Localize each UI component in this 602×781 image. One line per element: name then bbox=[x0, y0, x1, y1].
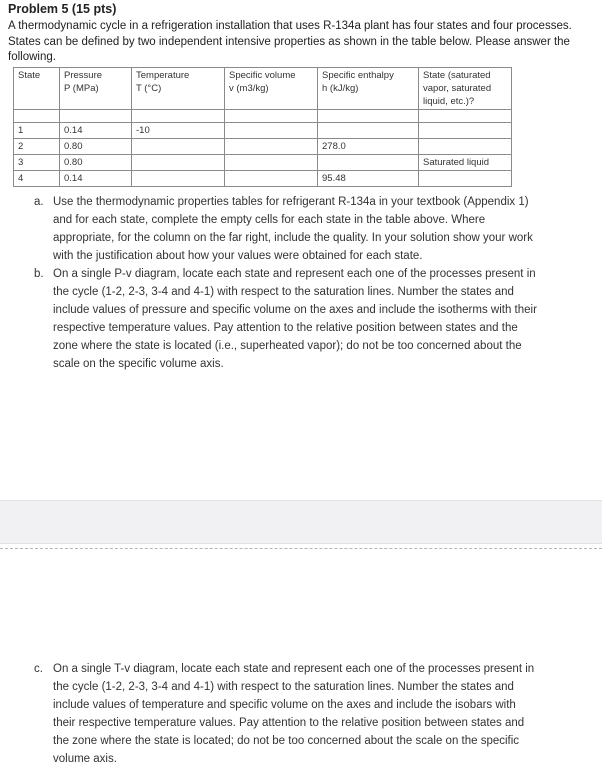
table-cell[interactable]: 0.14 bbox=[60, 123, 132, 139]
table-cell[interactable] bbox=[419, 139, 512, 155]
question-marker: c. bbox=[34, 663, 43, 675]
table-cell[interactable] bbox=[225, 123, 318, 139]
table-cell[interactable] bbox=[318, 123, 419, 139]
page-gap bbox=[0, 500, 602, 544]
table-cell[interactable]: 3 bbox=[14, 155, 60, 171]
table-cell[interactable]: 0.80 bbox=[60, 139, 132, 155]
table-cell[interactable]: Saturated liquid bbox=[419, 155, 512, 171]
table-header-row bbox=[14, 68, 512, 110]
table-cell[interactable] bbox=[419, 123, 512, 139]
page-break-divider bbox=[0, 548, 602, 549]
table-spacer-row bbox=[14, 110, 512, 123]
table-cell[interactable] bbox=[419, 171, 512, 187]
table-row bbox=[14, 123, 512, 139]
table-cell[interactable]: 0.80 bbox=[60, 155, 132, 171]
table-cell[interactable]: 4 bbox=[14, 171, 60, 187]
question-text: On a single P-v diagram, locate each state and represent each one of the processes present in the cycle (1-2, 2-3, 3-4 and 4-1) with respect to the saturation lines. Number the states and include values of pressure and specific volume on the axes and include the isotherms with their respective temperature values. Pay attention to the relative position between states and the zone where the state is located (i.e., superheated vapor); do not be too concerned about the scale on the specific volume axis. bbox=[53, 268, 537, 370]
table-cell[interactable]: 278.0 bbox=[318, 139, 419, 155]
problem-intro: A thermodynamic cycle in a refrigeration installation that uses R-134a plant has four states and four processes. States can be defined by two independent intensive properties as shown in the table below. Please answer the following. bbox=[8, 20, 572, 63]
question-marker: b. bbox=[34, 268, 44, 280]
table-cell[interactable] bbox=[132, 155, 225, 171]
table-row bbox=[14, 155, 512, 171]
question-b bbox=[34, 265, 540, 373]
header-pressure: Pressure P (MPa) bbox=[60, 68, 132, 110]
properties-table bbox=[13, 67, 512, 187]
question-text: Use the thermodynamic properties tables for refrigerant R-134a in your textbook (Appendix 1) and for each state, complete the empty cells for each state in the table above. Where appropriate, for the column on the far right, include the quality. In your solution show your work with the justification about how your values were obtained for each state. bbox=[53, 196, 533, 262]
table-cell[interactable] bbox=[132, 139, 225, 155]
question-c bbox=[34, 660, 540, 768]
question-list-continued bbox=[34, 660, 540, 768]
table-cell[interactable] bbox=[318, 155, 419, 171]
table-cell[interactable]: 1 bbox=[14, 123, 60, 139]
table-cell[interactable] bbox=[225, 139, 318, 155]
header-temperature: Temperature T (°C) bbox=[132, 68, 225, 110]
header-specific-enthalpy: Specific enthalpy h (kJ/kg) bbox=[318, 68, 419, 110]
header-specific-volume: Specific volume v (m3/kg) bbox=[225, 68, 318, 110]
table-row bbox=[14, 171, 512, 187]
table-cell[interactable]: 2 bbox=[14, 139, 60, 155]
table-cell[interactable] bbox=[225, 171, 318, 187]
table-cell[interactable] bbox=[225, 155, 318, 171]
question-text: On a single T-v diagram, locate each state and represent each one of the processes present in the cycle (1-2, 2-3, 3-4 and 4-1) with respect to the saturation lines. Number the states and include values of temperature and specific volume on the axes and include the isobars with their respective temperature values. Pay attention to the relative position between states and the zone where the state is located; do not be too concerned about the scale on the specific volume axis. bbox=[53, 663, 535, 765]
table-cell[interactable]: 95.48 bbox=[318, 171, 419, 187]
question-a bbox=[34, 193, 540, 265]
header-state-phase: State (saturated vapor, saturated liquid, etc.)? bbox=[419, 68, 512, 110]
table-cell[interactable]: 0.14 bbox=[60, 171, 132, 187]
table-cell[interactable]: -10 bbox=[132, 123, 225, 139]
header-state: State bbox=[14, 68, 60, 110]
question-marker: a. bbox=[34, 196, 44, 208]
table-cell[interactable] bbox=[132, 171, 225, 187]
table-row bbox=[14, 139, 512, 155]
problem-title: Problem 5 (15 pts) bbox=[8, 2, 117, 16]
question-list bbox=[34, 193, 540, 373]
